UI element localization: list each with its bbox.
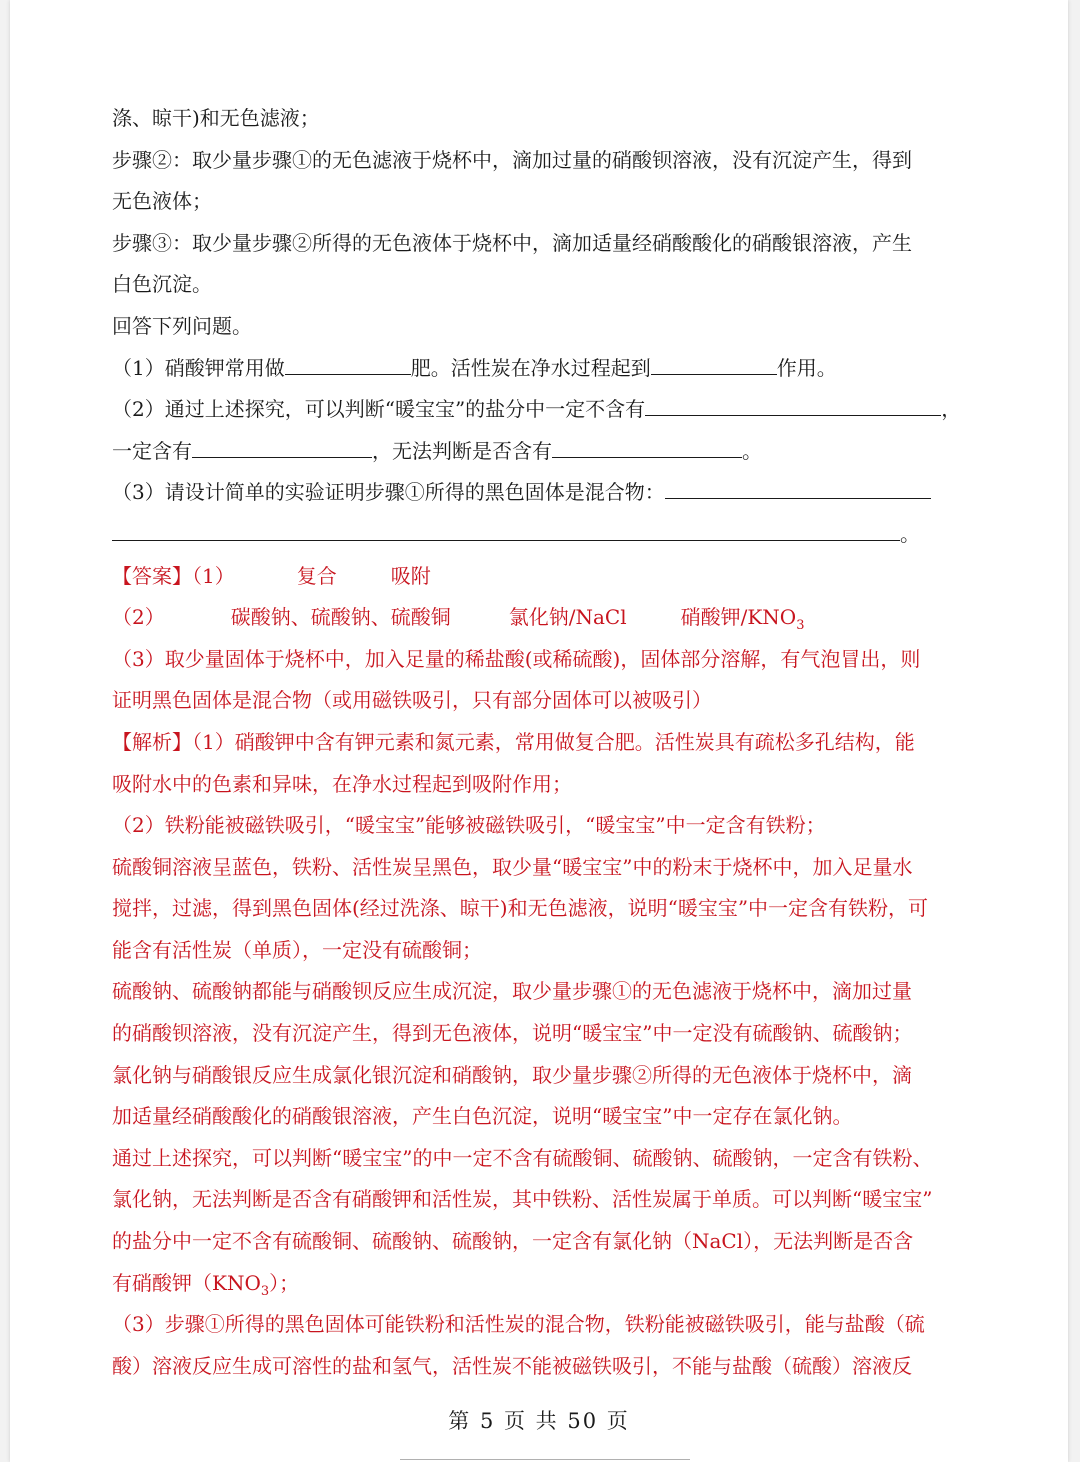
- analysis-line: 有硝酸钾$(KNO_3)$；: [112, 1270, 300, 1299]
- question-2-line-1: （2）通过上述探究，可以判断“暖宝宝”的盐分中一定不含有 ，: [112, 389, 982, 431]
- analysis-line: 硫酸铜溶液呈蓝色，铁粉、活性炭呈黑色，取少量“暖宝宝”中的粉末于烧杯中，加入足量水: [112, 854, 913, 879]
- answer-1: 【答案】（1） 复合 吸附: [112, 563, 431, 588]
- question-line: 涤、晾干)和无色滤液；: [112, 106, 320, 130]
- footer-divider: [400, 1459, 690, 1460]
- answer-blank: [645, 393, 941, 416]
- analysis-line: 酸）溶液反应生成可溶性的盐和氢气，活性炭不能被磁铁吸引，不能与盐酸（硫酸）溶液反: [112, 1353, 912, 1378]
- analysis-line: （2）铁粉能被磁铁吸引，“暖宝宝”能够被磁铁吸引，“暖宝宝”中一定含有铁粉；: [112, 813, 826, 838]
- answer-blank: [285, 352, 411, 375]
- answer-blank: [552, 435, 742, 458]
- analysis-line: 氯化钠，无法判断是否含有硝酸钾和活性炭，其中铁粉、活性炭属于单质。可以判断“暖宝宝”: [112, 1187, 933, 1212]
- analysis-line: 【解析】（1）硝酸钾中含有钾元素和氮元素，常用做复合肥。活性炭具有疏松多孔结构，能: [112, 729, 915, 754]
- answer-3-line-2: 证明黑色固体是混合物（或用磁铁吸引，只有部分固体可以被吸引）: [112, 688, 712, 713]
- analysis-line: 搅拌，过滤，得到黑色固体(经过洗涤、晾干)和无色滤液，说明“暖宝宝”中一定含有铁粉，可: [112, 896, 929, 921]
- analysis-line: 的硝酸钡溶液，没有沉淀产生，得到无色液体，说明“暖宝宝”中一定没有硫酸钠、硫酸钠；: [112, 1021, 913, 1046]
- question-1: （1）硝酸钾常用做 肥。活性炭在净水过程起到 作用。: [112, 348, 982, 390]
- analysis-line: （3）步骤①所得的黑色固体可能铁粉和活性炭的混合物，铁粉能被磁铁吸引，能与盐酸（硫: [112, 1312, 925, 1337]
- answer-blank: [192, 435, 372, 458]
- page-content: [112, 98, 982, 1387]
- answer-3-line-1: （3）取少量固体于烧杯中，加入足量的稀盐酸(或稀硫酸)，固体部分溶解，有气泡冒出，则: [112, 646, 921, 671]
- question-line: 步骤③：取少量步骤②所得的无色液体于烧杯中，滴加适量经硝酸酸化的硝酸银溶液，产生: [112, 230, 912, 255]
- question-line: 步骤②：取少量步骤①的无色滤液于烧杯中，滴加过量的硝酸钡溶液，没有沉淀产生，得到: [112, 147, 912, 172]
- analysis-line: 吸附水中的色素和异味，在净水过程起到吸附作用；: [112, 771, 572, 796]
- analysis-line: 硫酸钠、硫酸钠都能与硝酸钡反应生成沉淀，取少量步骤①的无色滤液于烧杯中，滴加过量: [112, 979, 912, 1004]
- document-page: [10, 0, 1068, 1462]
- answer-2: （2） 碳酸钠、硫酸钠、硫酸铜 氯化钠/NaCl 硝酸钾$/KNO_3$: [112, 605, 805, 634]
- analysis-line: 能含有活性炭（单质），一定没有硫酸铜；: [112, 937, 482, 962]
- answer-blank: [112, 518, 900, 541]
- question-2-line-2: 一定含有 ，无法判断是否含有 。: [112, 431, 982, 473]
- page-number: 第 5 页 共 50 页: [448, 1409, 630, 1433]
- question-3-line-2: 。: [112, 514, 982, 556]
- answer-blank: [665, 476, 931, 499]
- question-3-line-1: （3）请设计简单的实验证明步骤①所得的黑色固体是混合物：: [112, 472, 982, 514]
- answer-tag: 【答案】: [112, 563, 192, 588]
- question-line: 白色沉淀。: [112, 272, 212, 297]
- analysis-line: 氯化钠与硝酸银反应生成氯化银沉淀和硝酸钠，取少量步骤②所得的无色液体于烧杯中，滴: [112, 1062, 912, 1087]
- analysis-line: 加适量经硝酸酸化的硝酸银溶液，产生白色沉淀，说明“暖宝宝”中一定存在氯化钠。: [112, 1104, 853, 1129]
- analysis-tag: 【解析】: [112, 729, 192, 754]
- question-line: 无色液体；: [112, 189, 212, 214]
- question-line: 回答下列问题。: [112, 313, 252, 338]
- answer-blank: [651, 352, 777, 375]
- analysis-line: 通过上述探究，可以判断“暖宝宝”的中一定不含有硫酸铜、硫酸钠、硫酸钠，一定含有铁粉、: [112, 1145, 933, 1170]
- analysis-line: 的盐分中一定不含有硫酸铜、硫酸钠、硫酸钠，一定含有氯化钠（NaCl），无法判断是否含: [112, 1229, 914, 1254]
